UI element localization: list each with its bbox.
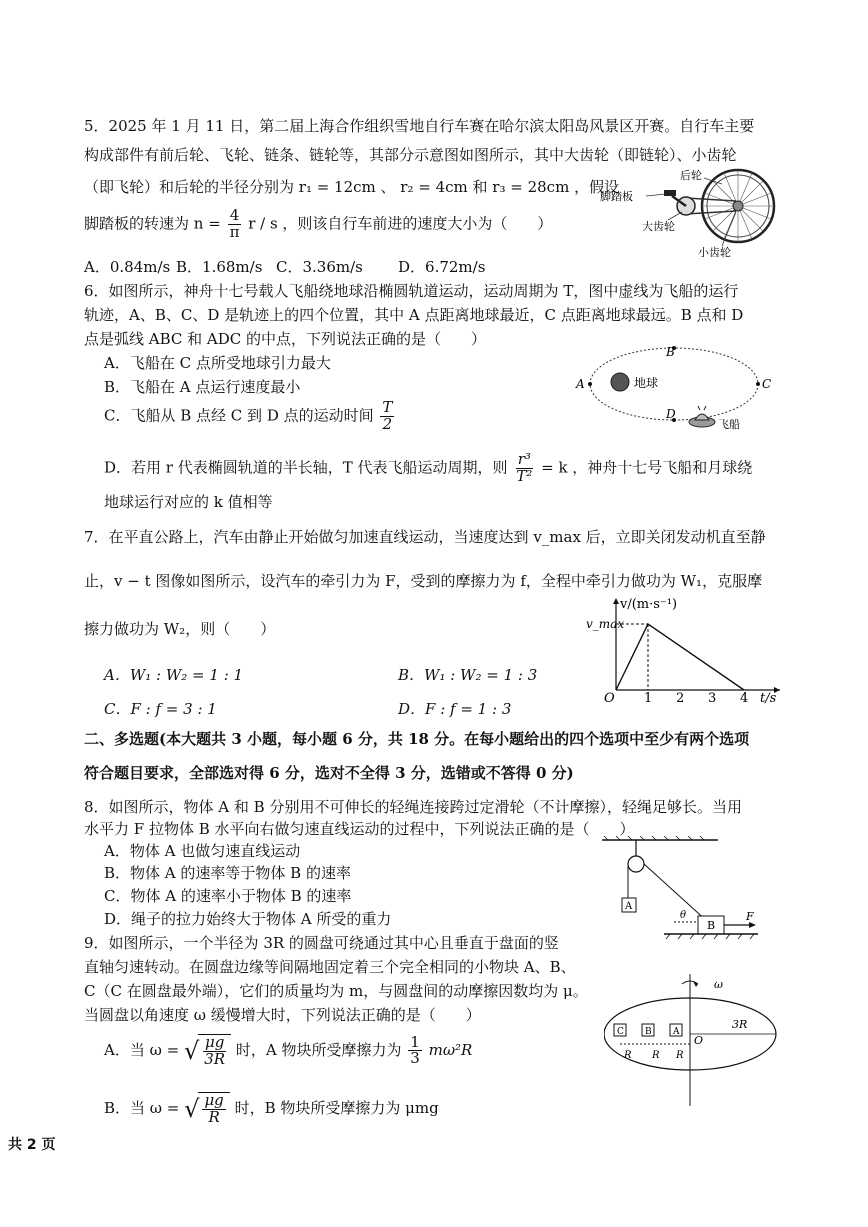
q6-option-c: [104, 400, 396, 433]
q9-option-b-pre: B．当 ω =: [104, 1098, 180, 1117]
q9-option-b-rad-num: μg: [204, 1091, 224, 1109]
vt-tick-2: 2: [676, 691, 685, 706]
q9-option-a-fraction: [408, 1032, 422, 1068]
pulley-figure: [598, 836, 774, 946]
q9-line1: 9．如图所示，一个半径为 3R 的圆盘可绕通过其中心且垂直于盘面的竖: [84, 934, 559, 952]
q6-line2: 轨迹，A、B、C、D 是轨迹上的四个位置，其中 A 点距离地球最近，C 点距离地球最远。B 点和 D: [84, 306, 744, 324]
q6-option-b: B．飞船在 A 点运行速度最小: [104, 378, 301, 396]
q5-fraction: [228, 208, 242, 241]
q9-option-a-frac-num: 1: [410, 1032, 420, 1051]
q9-option-a-pre: A．当 ω =: [104, 1040, 180, 1059]
q9-option-a-rad-den: 3R: [204, 1049, 226, 1068]
label-point-c: C: [762, 377, 772, 391]
q6-option-d-den: T²: [516, 466, 533, 485]
q9-option-b-sqrt: √ $\frac{\mu g}{R}$: [184, 1092, 230, 1126]
label-omega: ω: [714, 978, 723, 991]
label-b: B: [645, 1027, 652, 1037]
q9-line4: 当圆盘以角速度 ω 缓慢增大时，下列说法正确的是（ ）: [84, 1006, 481, 1024]
q6-option-d-num: r³: [517, 450, 531, 468]
q6-option-d-fraction: [514, 452, 534, 485]
q8-line2: 水平力 F 拉物体 B 水平向右做匀速直线运动的过程中，下列说法正确的是（ ）: [84, 820, 635, 838]
q6-option-d-line2: 地球运行对应的 k 值相等: [104, 493, 273, 511]
q8-line1: 8．如图所示，物体 A 和 B 分别用不可伸长的轻绳连接跨过定滑轮（不计摩擦），轻绳足够长。当用: [84, 798, 742, 816]
label-origin: O: [694, 1034, 704, 1047]
label-r-1: R: [624, 1050, 632, 1061]
q6-option-d: [104, 452, 752, 485]
vt-ylabel: v/(m·s⁻¹): [620, 597, 678, 612]
q7-option-b: B．W₁ : W₂ = 1 : 3: [398, 666, 538, 684]
q9-line3: C（C 在圆盘最外端），它们的质量均为 m，与圆盘间的动摩擦因数均为 μ。: [84, 982, 588, 1000]
q8-option-d: D．绳子的拉力始终大于物体 A 所受的重力: [104, 910, 392, 928]
label-ship: 飞船: [718, 418, 740, 431]
q5-line4-post: r / s ，则该自行车前进的速度大小为（ ）: [248, 214, 553, 233]
earth-shape: [611, 373, 629, 391]
label-c: C: [617, 1027, 624, 1037]
q5-line4-pre: 脚踏板的转速为 n =: [84, 214, 221, 233]
q7-line1: 7．在平直公路上，汽车由静止开始做匀加速直线运动，当速度达到 v_max 后，立即关闭发动机直至静: [84, 528, 766, 546]
label-point-d: D: [666, 407, 676, 421]
q7-option-c: C．F : f = 3 : 1: [104, 700, 217, 718]
q5-line3: （即飞轮）和后轮的半径分别为 r₁ = 12cm 、 r₂ = 4cm 和 r₃ = 28cm ，假设: [84, 178, 620, 196]
q9-option-a: [104, 1034, 472, 1068]
q7-option-d: D．F : f = 1 : 3: [398, 700, 512, 718]
q5-fraction-den: π: [229, 222, 240, 241]
label-block-a: A: [625, 901, 633, 912]
q7-line3: 擦力做功为 W₂，则（ ）: [84, 620, 276, 638]
page-count: 共 2 页: [8, 1137, 56, 1153]
orbit-figure: [574, 338, 774, 440]
bicycle-figure: [598, 168, 784, 260]
q9-option-b-rad-den: R: [208, 1107, 220, 1126]
q8-option-a: A．物体 A 也做匀速直线运动: [104, 842, 301, 860]
q5-option-c: C．3.36m/s: [276, 258, 363, 276]
q6-line3: 点是弧线 ABC 和 ADC 的中点，下列说法正确的是（ ）: [84, 330, 487, 348]
section2-line1: 二、多选题(本大题共 3 小题，每小题 6 分，共 18 分。在每小题给出的四个选项中至少有两个选项: [84, 730, 750, 748]
label-earth: 地球: [634, 376, 659, 390]
label-big-gear: 大齿轮: [642, 220, 675, 233]
q9-option-a-rad-num: μg: [204, 1033, 225, 1051]
q6-option-d-pre: D．若用 r 代表椭圆轨道的半长轴，T 代表飞船运动周期，则: [104, 458, 508, 477]
label-r-3: R: [676, 1050, 684, 1061]
q5-line2: 构成部件有前后轮、飞轮、链条、链轮等，其部分示意图如图所示，其中大齿轮（即链轮）、小齿轮: [84, 146, 737, 164]
section2-line2: 符合题目要求，全部选对得 6 分，选对不全得 3 分，选错或不答得 0 分): [84, 764, 574, 782]
label-rear-wheel: 后轮: [680, 169, 702, 182]
label-block-b: B: [707, 919, 716, 932]
q9-option-a-sqrt: √ $\frac{\mu g}{3R}$: [184, 1034, 231, 1068]
q6-option-c-fraction: [380, 400, 394, 433]
label-theta: θ: [680, 910, 687, 921]
label-small-gear: 小齿轮: [698, 246, 731, 259]
q5-option-b: B．1.68m/s: [176, 258, 263, 276]
q9-option-b-post: 时，B 物块所受摩擦力为 μmg: [234, 1098, 439, 1117]
q5-fraction-num: 4: [229, 206, 240, 224]
q9-option-a-post: mω²R: [428, 1040, 473, 1059]
q5-option-d: D．6.72m/s: [398, 258, 486, 276]
pulley-wheel: [628, 856, 644, 872]
label-point-a: A: [576, 377, 585, 391]
label-force: F: [746, 910, 754, 923]
q5-line1: 5．2025 年 1 月 11 日，第二届上海合作组织雪地自行车赛在哈尔滨太阳岛风景区开赛。自行车主要: [84, 117, 755, 135]
disk-figure: [604, 972, 784, 1108]
q6-option-c-num: T: [382, 398, 393, 416]
q7-line2: 止，v − t 图像如图所示，设汽车的牵引力为 F，受到的摩擦力为 f，全程中牵引力做功为 W₁，克服摩: [84, 572, 763, 590]
label-a: A: [673, 1027, 680, 1037]
q5-line4: [84, 208, 552, 241]
q7-option-a: A．W₁ : W₂ = 1 : 1: [104, 666, 244, 684]
label-point-b: B: [666, 345, 675, 359]
vt-xlabel: t/s: [760, 691, 777, 706]
label-pedal: 脚踏板: [600, 190, 633, 203]
q8-option-c: C．物体 A 的速率小于物体 B 的速率: [104, 887, 352, 905]
vt-tick-1: 1: [644, 691, 653, 706]
q9-option-a-frac-den: 3: [410, 1049, 420, 1068]
q6-option-c-pre: C．飞船从 B 点经 C 到 D 点的运动时间: [104, 406, 374, 425]
vt-line: [616, 624, 744, 690]
vt-tick-3: 3: [708, 691, 717, 706]
vt-origin: O: [604, 691, 615, 706]
q6-option-d-post: = k ，神舟十七号飞船和月球绕: [541, 458, 753, 477]
q9-option-a-mid: 时，A 物块所受摩擦力为: [235, 1040, 402, 1059]
q9-line2: 直轴匀速转动。在圆盘边缘等间隔地固定着三个完全相同的小物块 A、B、: [84, 958, 576, 976]
label-3r: 3R: [732, 1018, 748, 1031]
q6-option-a: A．飞船在 C 点所受地球引力最大: [104, 354, 331, 372]
q8-option-b: B．物体 A 的速率等于物体 B 的速率: [104, 864, 351, 882]
vt-tick-4: 4: [740, 691, 749, 706]
q6-option-c-den: 2: [382, 414, 393, 433]
vt-vmax-label: v_max: [586, 617, 625, 631]
q9-option-b: [104, 1092, 439, 1126]
vt-graph: [584, 594, 784, 706]
q5-option-a: A．0.84m/s: [84, 258, 171, 276]
label-r-2: R: [652, 1050, 660, 1061]
q6-line1: 6．如图所示，神舟十七号载人飞船绕地球沿椭圆轨道运动，运动周期为 T，图中虚线为飞船的运行: [84, 282, 739, 300]
